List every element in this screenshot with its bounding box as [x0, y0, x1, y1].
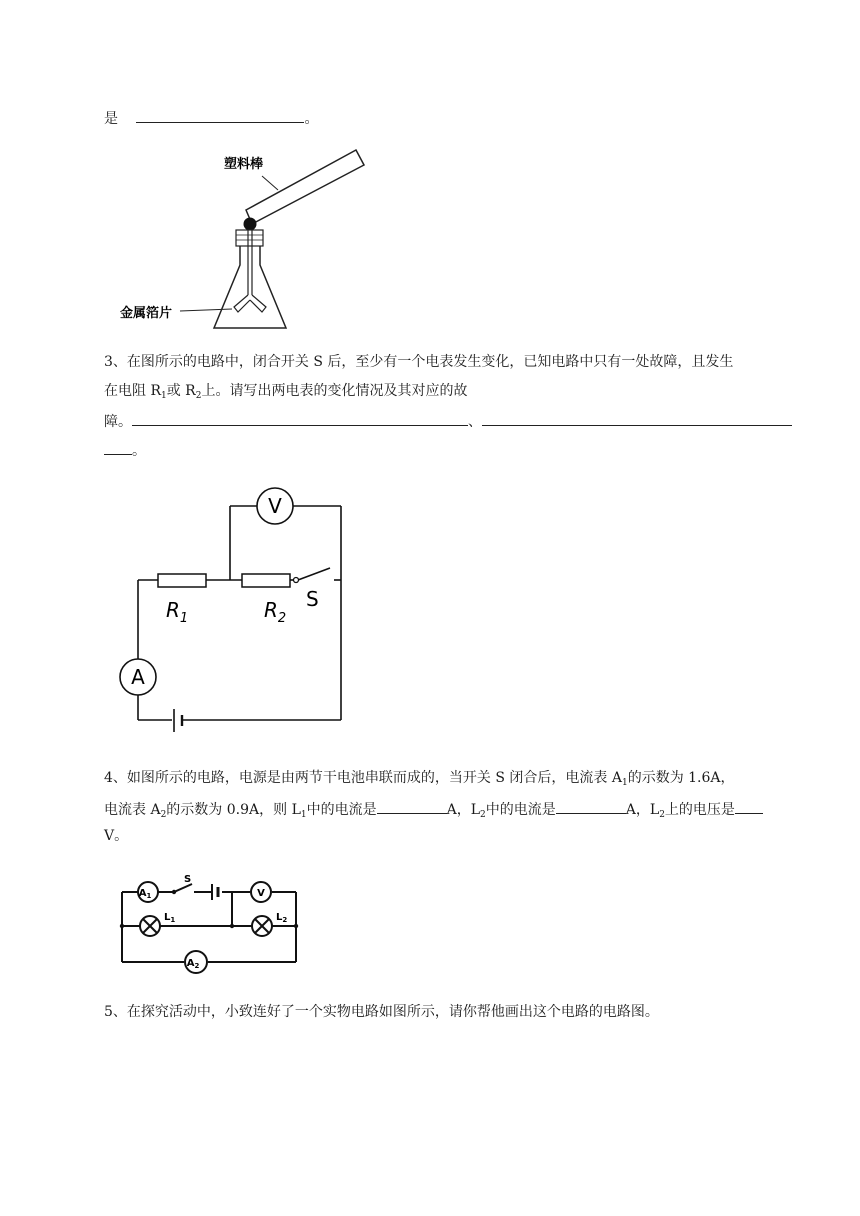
- q3-text: 或 R: [166, 383, 196, 399]
- q4-blank-l2-current[interactable]: [556, 797, 626, 814]
- q4-text: 4、如图所示的电路，电源是由两节干电池串联而成的，当开关 S 闭合后，电流表 A: [104, 770, 622, 786]
- switch-label: S: [306, 587, 319, 611]
- q4-sub: 2: [480, 810, 486, 820]
- q4-text: 电流表 A: [104, 802, 161, 818]
- q3-answer-blank-1[interactable]: [132, 409, 468, 426]
- voltmeter-label: V: [257, 888, 265, 899]
- r2-label: $R_2$: [264, 598, 287, 626]
- q4-text: 中的电流是: [306, 802, 377, 818]
- q3-sub: 1: [161, 391, 167, 401]
- resistor-r2: [242, 574, 290, 587]
- q4-line-1: [104, 767, 735, 794]
- q3-line-4: [104, 438, 146, 462]
- q4-sub: 2: [160, 810, 167, 820]
- a1-label: $A_1$: [138, 888, 152, 900]
- switch-label: S: [184, 874, 192, 885]
- q3-text: 在电阻 R: [104, 383, 161, 399]
- q3-sub: 2: [195, 391, 202, 401]
- q3-text: 障。: [104, 414, 132, 430]
- plastic-rod: [246, 150, 364, 224]
- q4-text: A，L: [625, 802, 660, 818]
- q4-text: 上的电压是: [664, 802, 735, 818]
- q2-answer-blank[interactable]: [136, 106, 304, 123]
- q3-text: 上。请写出两电表的变化情况及其对应的故: [201, 383, 468, 399]
- circuit-figure-q3: [110, 486, 360, 740]
- q4-line-2: [104, 797, 763, 826]
- q4-sub: 2: [659, 810, 665, 820]
- q3-text: 。: [132, 443, 146, 459]
- metal-foil-left: [234, 295, 250, 312]
- q2-prefix: 是: [104, 111, 118, 127]
- q3-text: 、: [468, 414, 482, 430]
- q3-answer-blank-2-cont[interactable]: [104, 438, 132, 455]
- q4-text: 的示数为 1.6A，: [627, 770, 735, 786]
- q3-line-1: 3、在图所示的电路中，闭合开关 S 后，至少有一个电表发生变化，已知电路中只有一处故障，且发生: [104, 354, 734, 370]
- q3-line-2: [104, 380, 467, 407]
- q2-suffix: 。: [304, 111, 319, 127]
- q4-sub: 1: [300, 810, 307, 820]
- lamp-l1: [140, 916, 160, 936]
- q4-blank-l2-voltage[interactable]: [735, 797, 763, 814]
- resistor-r1: [158, 574, 206, 587]
- r1-label: $R_1$: [166, 598, 189, 626]
- conical-flask: [214, 246, 286, 328]
- circuit-figure-q4: [114, 870, 304, 976]
- q4-line-3: V。: [104, 828, 129, 844]
- foil-label: 金属箔片: [120, 306, 173, 321]
- ammeter-label: A: [131, 665, 145, 689]
- l2-label: $L_2$: [276, 912, 288, 924]
- q4-text: 中的电流是: [485, 802, 556, 818]
- q4-text: 的示数为 0.9A，则 L: [166, 802, 301, 818]
- q2-answer-line: [104, 106, 318, 130]
- rod-label: 塑料棒: [224, 157, 264, 172]
- metal-ball: [244, 218, 257, 231]
- l1-label: $L_1$: [164, 912, 176, 924]
- a2-label: $A_2$: [186, 958, 200, 970]
- flask-stopper: [236, 230, 263, 246]
- voltmeter-label: V: [268, 494, 282, 518]
- lamp-l2: [252, 916, 272, 936]
- q5-line: 5、在探究活动中，小致连好了一个实物电路如图所示，请你帮他画出这个电路的电路图。: [104, 1004, 659, 1020]
- q4-text: A，L: [446, 802, 481, 818]
- q4-blank-l1-current[interactable]: [377, 797, 447, 814]
- q3-answer-blank-2[interactable]: [482, 409, 792, 426]
- q3-line-3: [104, 409, 792, 433]
- metal-foil-right: [250, 295, 266, 312]
- q4-sub: 1: [621, 778, 628, 788]
- electroscope-figure: [110, 140, 370, 340]
